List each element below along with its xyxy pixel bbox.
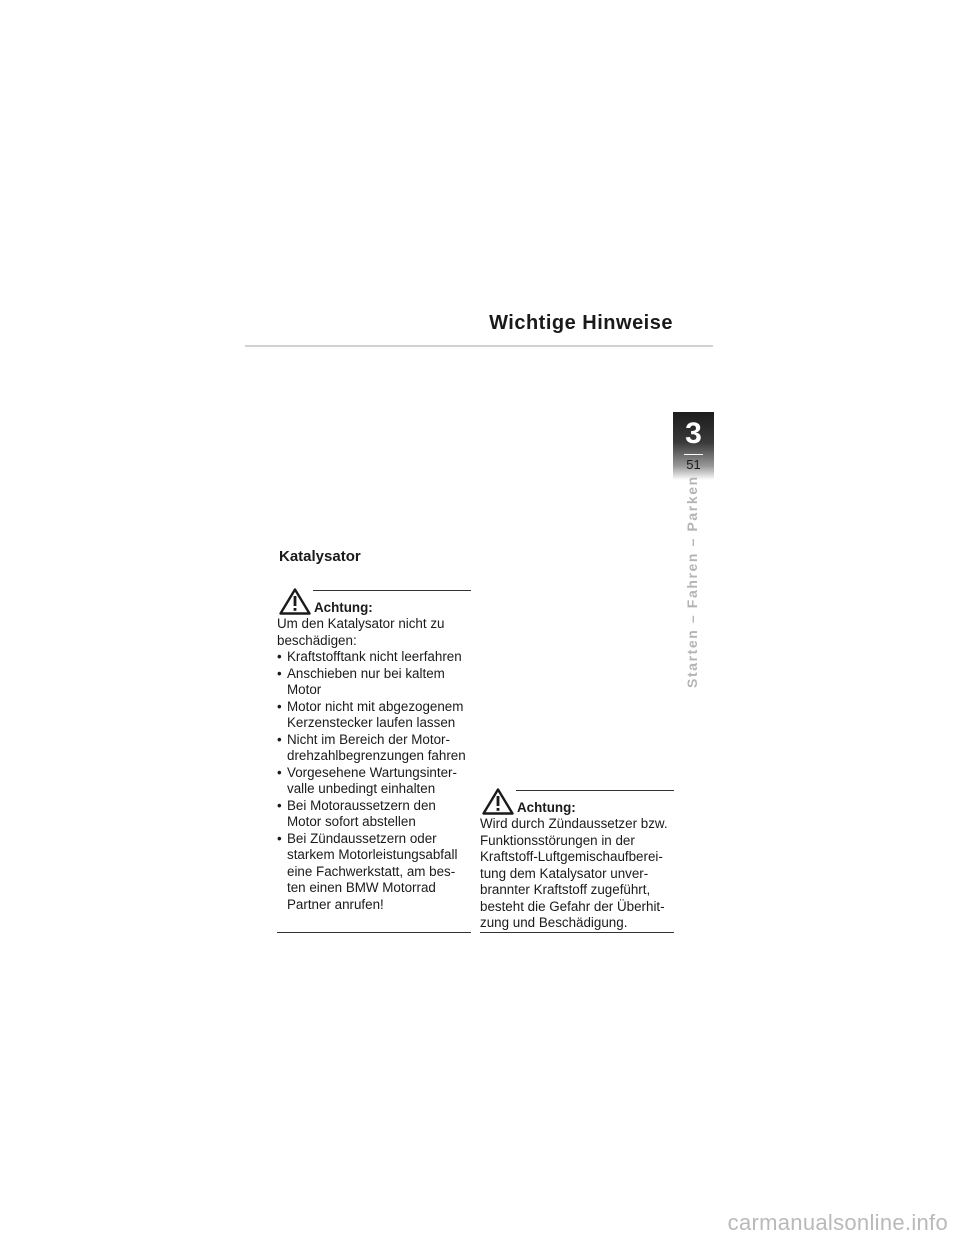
list-item: • Bei Motoraussetzern den Motor sofort abstellen xyxy=(277,798,473,831)
header-divider xyxy=(245,345,713,347)
note-body xyxy=(480,816,676,932)
warning-triangle-icon xyxy=(279,588,311,615)
note-bottom-rule xyxy=(277,932,471,933)
note-text: Wird durch Zündaussetzer bzw. Funktionsstörungen in der Kraftstoff-Luftgemischaufberei-tung dem Katalysator unver-brannter Kraftstoff zugeführt, besteht die Gefahr der Überhit-zung und Beschädigung. xyxy=(480,816,668,930)
chapter-side-label: Starten – Fahren – Parken xyxy=(684,475,700,688)
list-item: • Vorgesehene Wartungsinter-valle unbedingt einhalten xyxy=(277,765,473,798)
list-item: • Kraftstofftank nicht leerfahren xyxy=(277,649,473,666)
section-heading: Katalysator xyxy=(279,548,361,565)
note-top-rule xyxy=(313,590,471,591)
note-list xyxy=(277,649,473,913)
watermark: carmanualsonline.info xyxy=(727,1210,948,1235)
note-label: Achtung: xyxy=(517,800,576,815)
chapter-divider xyxy=(684,454,703,455)
list-item: • Motor nicht mit abgezogenem Kerzenstecker laufen lassen xyxy=(277,699,473,732)
chapter-number: 3 xyxy=(685,417,702,450)
list-item: • Bei Zündaussetzern oder starkem Motorleistungsabfall eine Fachwerkstatt, am bes-ten einen BMW Motorrad Partner anrufen! xyxy=(277,831,473,914)
list-item: • Nicht im Bereich der Motor-drehzahlbegrenzungen fahren xyxy=(277,732,473,765)
chapter-tab xyxy=(673,412,714,480)
warning-note-right xyxy=(480,788,674,936)
note-intro: Um den Katalysator nicht zu beschädigen: xyxy=(277,616,445,648)
note-bottom-rule xyxy=(480,932,674,933)
warning-note-left xyxy=(277,588,471,936)
warning-triangle-icon xyxy=(482,788,514,815)
list-item: • Anschieben nur bei kaltem Motor xyxy=(277,666,473,699)
page-title: Wichtige Hinweise xyxy=(489,312,673,334)
note-label: Achtung: xyxy=(314,600,373,615)
note-top-rule xyxy=(516,790,674,791)
page-number: 51 xyxy=(686,457,701,472)
note-body xyxy=(277,616,473,913)
